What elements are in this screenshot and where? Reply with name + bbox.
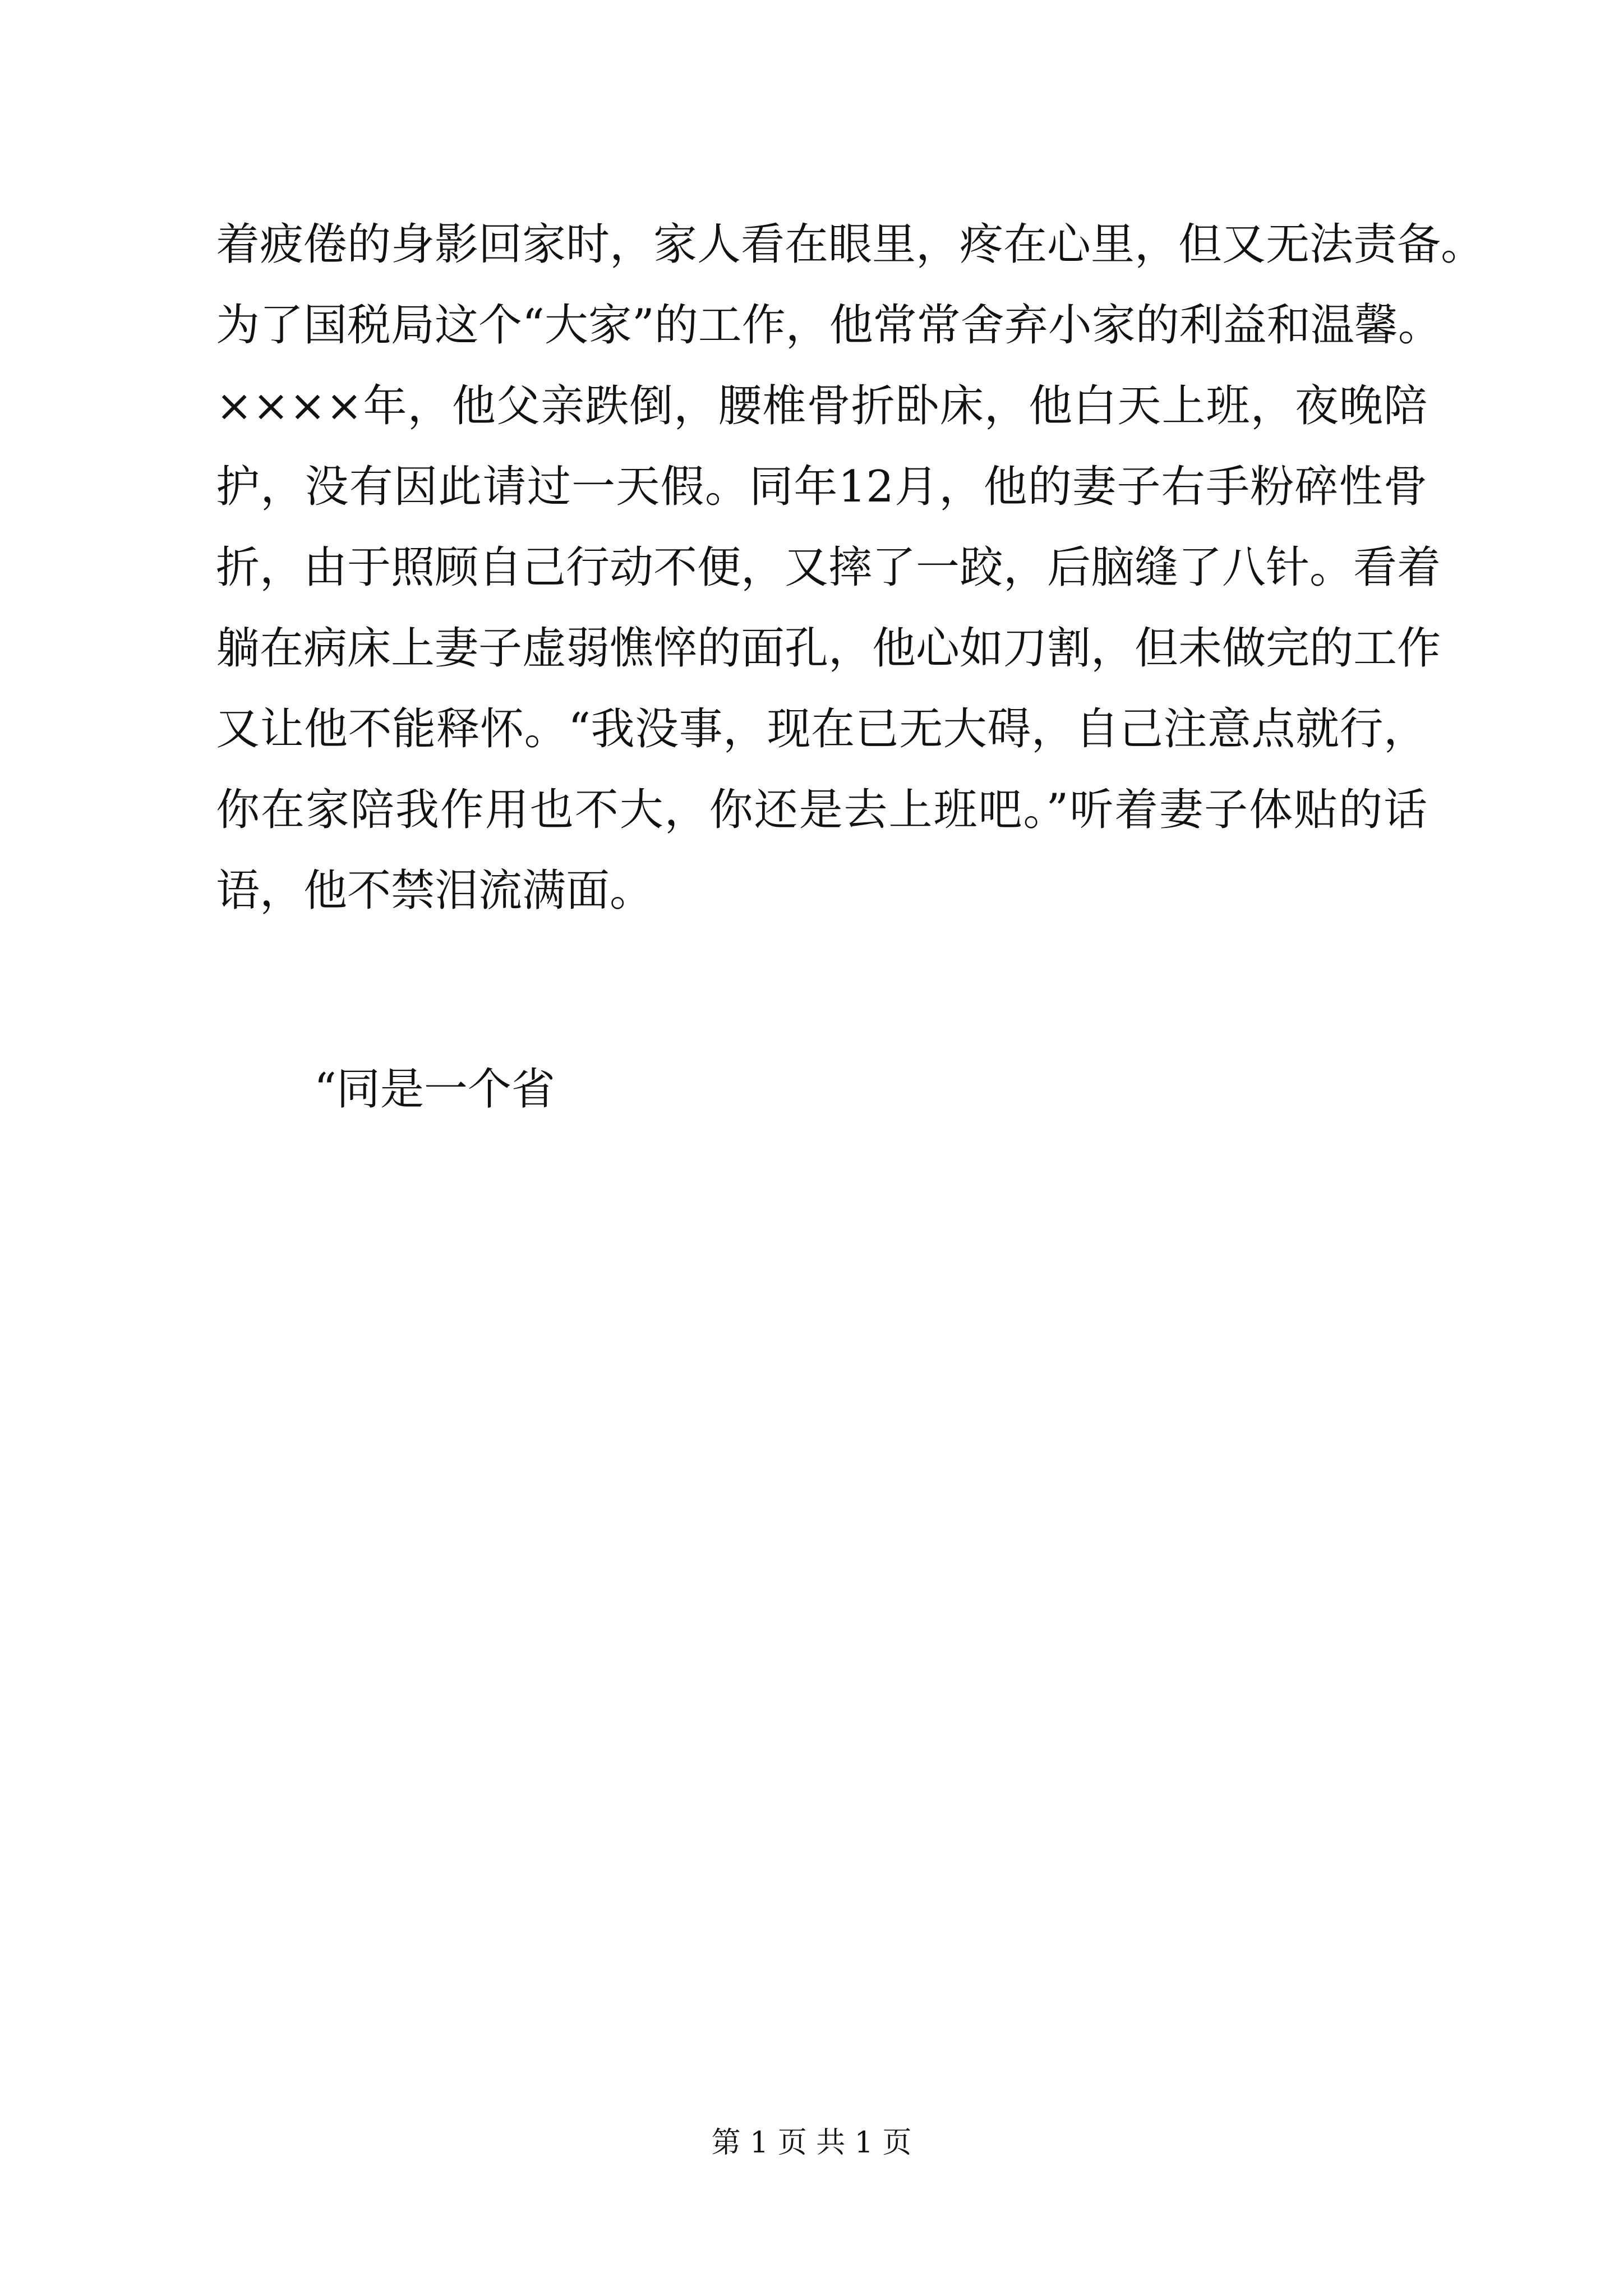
page-footer: 第 1 页 共 1 页 [711, 2126, 912, 2160]
text-line-1: 着疲倦的身影回家时，家人看在眼里，疼在心里，但又无法责备。 [216, 219, 1485, 270]
text-line-6: 躺在病床上妻子虚弱憔悴的面孔，他心如刀割，但未做完的工作 [216, 623, 1441, 674]
text-line-7: 又让他不能释怀。“我没事，现在已无大碍，自己注意点就行， [216, 704, 1427, 754]
paragraph-body [216, 204, 1485, 931]
next-paragraph-start: “同是一个省 [314, 1064, 555, 1115]
text-line-2: 为了国税局这个“大家”的工作，他常常舍弃小家的利益和温馨。 [216, 300, 1442, 351]
text-line-8: 你在家陪我作用也不大，你还是去上班吧。”听着妻子体贴的话 [216, 785, 1427, 835]
text-line-4: 护，没有因此请过一天假。同年12月，他的妻子右手粉碎性骨 [216, 462, 1427, 512]
text-line-9: 语，他不禁泪流满面。 [216, 866, 654, 916]
text-line-3: ××××年，他父亲跌倒，腰椎骨折卧床，他白天上班，夜晚陪 [216, 381, 1427, 431]
text-line-5: 折，由于照顾自己行动不便，又摔了一跤，后脑缝了八针。看着 [216, 542, 1441, 593]
